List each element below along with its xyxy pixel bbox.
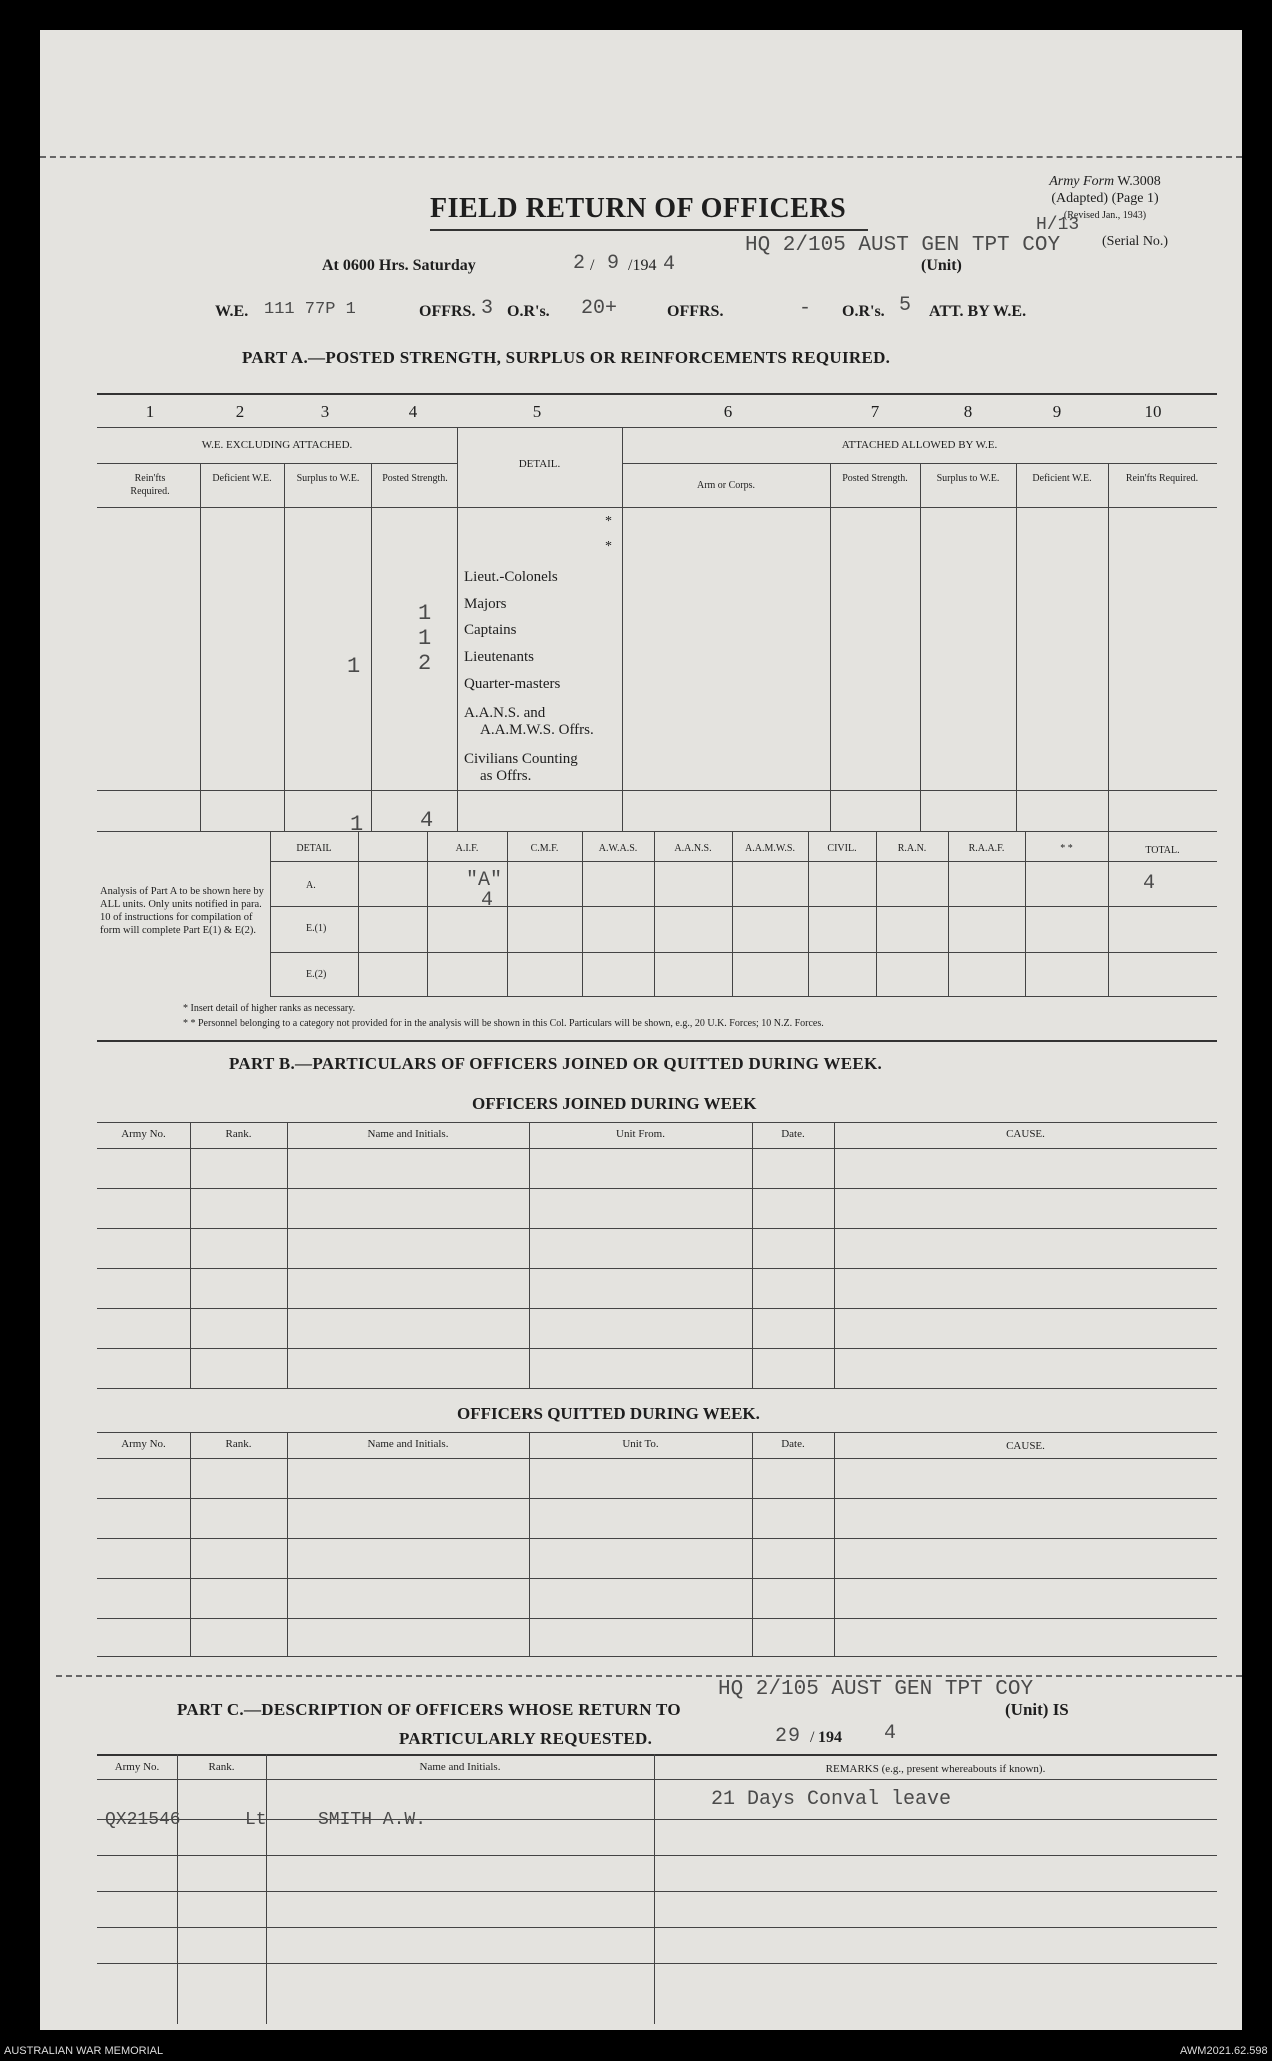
subheader-reinfts: Rein'fts Required. <box>130 473 170 497</box>
part-a-col-divider <box>200 463 201 831</box>
quitted-col-divider <box>752 1432 753 1656</box>
quitted-col-divider <box>834 1432 835 1656</box>
offrs-label: OFFRS. <box>419 303 476 320</box>
quitted-col-date: Date. <box>781 1438 805 1450</box>
part-a-col-divider <box>1108 463 1109 831</box>
top-perforation <box>40 156 1242 158</box>
part-a-top-rule <box>97 393 1217 395</box>
joined-top-rule <box>97 1122 1217 1123</box>
part-a-total-rule <box>97 790 1217 791</box>
part-c-year-prefix: 194 <box>818 1729 842 1746</box>
year-suffix: 4 <box>663 253 676 276</box>
army-form-label: Army Form <box>1049 174 1115 189</box>
quitted-row-rule <box>97 1498 1217 1499</box>
quitted-row-rule <box>97 1538 1217 1539</box>
part-b-top-rule <box>97 1040 1217 1042</box>
ors-value: 20+ <box>581 297 618 320</box>
rank-majors: Majors <box>464 596 507 612</box>
posted-captains: 1 <box>418 626 432 651</box>
analysis-aif-typed-1: "A" <box>466 869 503 892</box>
analysis-col-divider <box>270 831 271 996</box>
analysis-col-divider <box>876 831 877 996</box>
ors-label: O.R's. <box>507 303 550 320</box>
subheader-att-deficient: Deficient W.E. <box>1032 473 1092 484</box>
posted-majors: 1 <box>418 601 432 626</box>
joined-col-army-no: Army No. <box>121 1128 166 1140</box>
joined-bottom-rule <box>97 1388 1217 1389</box>
quitted-col-name: Name and Initials. <box>367 1438 449 1450</box>
quitted-top-rule <box>97 1432 1217 1433</box>
part-c-heading: PART C.—DESCRIPTION OF OFFICERS WHOSE RETURN TO <box>177 1700 681 1719</box>
group-left-header: W.E. EXCLUDING ATTACHED. <box>201 439 353 451</box>
joined-row-rule <box>97 1308 1217 1309</box>
part-a-bottom-rule <box>97 831 1217 832</box>
part-a-header-rule <box>97 427 1217 428</box>
part-a-subheader-rule <box>97 507 1217 508</box>
part-a-col-divider <box>920 463 921 831</box>
col-number-8: 8 <box>963 402 973 421</box>
total-posted: 4 <box>420 808 434 833</box>
revised-label: (Revised Jan., 1943) <box>1063 210 1147 221</box>
col-number-7: 7 <box>870 402 880 421</box>
joined-col-divider <box>834 1122 835 1388</box>
analysis-col-divider <box>732 831 733 996</box>
part-a-col-divider <box>1016 463 1017 831</box>
time-label: At 0600 Hrs. Saturday <box>322 257 476 274</box>
joined-row-rule <box>97 1188 1217 1189</box>
col-number-2: 2 <box>235 402 245 421</box>
analysis-col-aans: A.A.N.S. <box>674 843 712 854</box>
col-number-1: 1 <box>145 402 155 421</box>
rank-lieutenants: Lieutenants <box>464 649 534 665</box>
page-label: (Page 1) <box>1111 191 1159 206</box>
analysis-row-a: A. <box>306 880 316 891</box>
part-c-entry-army-no: QX21546 <box>105 1810 181 1830</box>
detail-star-2: * <box>605 539 612 554</box>
subheader-posted: Posted Strength. <box>382 473 448 484</box>
analysis-col-divider <box>948 831 949 996</box>
total-surplus: 1 <box>350 812 364 837</box>
rank-aans: A.A.N.S. and <box>464 705 546 721</box>
analysis-col-other: * * <box>1060 843 1073 854</box>
analysis-col-cmf: C.M.F. <box>530 843 559 854</box>
joined-col-divider <box>190 1122 191 1388</box>
part-c-date-day: 2 <box>775 1725 788 1748</box>
analysis-col-divider <box>808 831 809 996</box>
analysis-col-divider <box>358 831 359 996</box>
analysis-row-e1: E.(1) <box>306 923 327 934</box>
part-c-entry-rank: Lt <box>245 1810 267 1830</box>
quitted-row-rule <box>97 1578 1217 1579</box>
part-c-col-divider <box>266 1754 267 2024</box>
joined-col-name: Name and Initials. <box>367 1128 449 1140</box>
caption-right: AWM2021.62.598 <box>1180 2045 1268 2057</box>
quitted-col-divider <box>190 1432 191 1656</box>
part-c-row-rule <box>97 1855 1217 1856</box>
rank-civilians: Civilians Counting <box>464 751 578 767</box>
rank-quarter-masters: Quarter-masters <box>464 676 561 692</box>
serial-number-value: H/13 <box>1036 215 1080 235</box>
part-c-col-name: Name and Initials. <box>419 1761 501 1773</box>
part-c-top-rule <box>97 1754 1217 1756</box>
col-number-4: 4 <box>408 402 418 421</box>
analysis-col-divider <box>427 831 428 996</box>
part-a-heading: PART A.—POSTED STRENGTH, SURPLUS OR REINFORCEMENTS REQUIRED. <box>242 348 891 367</box>
unit-label: (Unit) <box>921 257 962 274</box>
subheader-surplus: Surplus to W.E. <box>296 473 360 484</box>
caption-left: AUSTRALIAN WAR MEMORIAL <box>4 2045 164 2057</box>
unit-typed: HQ 2/105 AUST GEN TPT COY <box>745 234 1061 257</box>
analysis-row-rule <box>270 952 1217 953</box>
analysis-col-aamws: A.A.M.W.S. <box>745 843 795 854</box>
footnote-personnel: * * Personnel belonging to a category not provided for in the analysis will be shown in this Col. Particulars will be shown, e.g., 20 U.K. Forces; 10 N.Z. Forces. <box>183 1018 824 1029</box>
analysis-col-total: TOTAL. <box>1145 845 1180 856</box>
rank-aamws: A.A.M.W.S. Offrs. <box>480 722 594 738</box>
part-a-col-divider <box>830 463 831 831</box>
group-right-header: ATTACHED ALLOWED BY W.E. <box>841 439 998 451</box>
year-prefix: /194 <box>628 257 657 274</box>
analysis-col-raaf: R.A.A.F. <box>968 843 1005 854</box>
quitted-col-divider <box>529 1432 530 1656</box>
subheader-att-surplus: Surplus to W.E. <box>936 473 1000 484</box>
analysis-col-divider <box>1025 831 1026 996</box>
footnote-higher-ranks: * Insert detail of higher ranks as necessary. <box>183 1003 356 1014</box>
part-c-header-rule <box>97 1779 1217 1780</box>
att-ors-label: O.R's. <box>842 303 885 320</box>
quitted-bottom-rule <box>97 1656 1217 1657</box>
part-b-heading: PART B.—PARTICULARS OF OFFICERS JOINED OR QUITTED DURING WEEK. <box>229 1054 883 1073</box>
joined-heading: OFFICERS JOINED DURING WEEK <box>472 1094 757 1113</box>
joined-col-cause: CAUSE. <box>1006 1128 1045 1140</box>
we-label: W.E. <box>215 303 249 320</box>
att-label: ATT. BY W.E. <box>929 303 1027 320</box>
analysis-col-divider <box>507 831 508 996</box>
part-c-year-suffix: 4 <box>884 1722 897 1745</box>
col-number-10: 10 <box>1144 402 1162 421</box>
subheader-arm-corps: Arm or Corps. <box>696 480 756 491</box>
part-c-date-slash: / <box>810 1729 815 1746</box>
serial-number-label: (Serial No.) <box>1102 234 1169 249</box>
part-a-col-divider <box>284 463 285 831</box>
surplus-lieutenants: 1 <box>347 654 361 679</box>
quitted-col-unit-to: Unit To. <box>622 1438 659 1450</box>
quitted-col-army-no: Army No. <box>121 1438 166 1450</box>
part-c-requested: PARTICULARLY REQUESTED. <box>399 1729 653 1748</box>
quitted-heading: OFFICERS QUITTED DURING WEEK. <box>457 1404 760 1423</box>
analysis-col-divider <box>654 831 655 996</box>
joined-row-rule <box>97 1228 1217 1229</box>
part-c-entry-name: SMITH A.W. <box>318 1810 427 1830</box>
quitted-col-divider <box>287 1432 288 1656</box>
part-c-unit-typed: HQ 2/105 AUST GEN TPT COY <box>718 1678 1034 1701</box>
part-c-col-remarks: REMARKS (e.g., present whereabouts if known). <box>825 1763 1046 1775</box>
part-c-col-divider <box>177 1754 178 2024</box>
part-c-row-rule <box>97 1891 1217 1892</box>
analysis-note: Analysis of Part A to be shown here by ALL units. Only units notified in para. 10 of instructions for compilation of form will complete Part E(1) & E(2). <box>100 886 264 936</box>
joined-col-divider <box>287 1122 288 1388</box>
part-a-col-divider <box>457 427 458 831</box>
part-c-perforation <box>56 1675 1242 1677</box>
joined-header-rule <box>97 1148 1217 1149</box>
detail-header: DETAIL. <box>518 458 561 470</box>
we-value: 111 77P 1 <box>264 300 356 319</box>
att-offrs-label: OFFRS. <box>667 303 724 320</box>
part-a-col-divider <box>371 463 372 831</box>
col-number-9: 9 <box>1052 402 1062 421</box>
part-c-bottom-rule <box>97 1963 1217 1964</box>
analysis-total-typed: 4 <box>1143 872 1156 895</box>
col-number-3: 3 <box>320 402 330 421</box>
analysis-detail-label: DETAIL <box>296 843 332 854</box>
part-a-group-rule-left <box>97 463 457 464</box>
col-number-5: 5 <box>532 402 542 421</box>
subheader-deficient: Deficient W.E. <box>212 473 272 484</box>
date-day: 2 <box>573 252 586 275</box>
part-c-unit-label: (Unit) IS <box>1005 1700 1069 1719</box>
subheader-att-reinfts: Rein'fts Required. <box>1125 473 1199 484</box>
analysis-col-awas: A.W.A.S. <box>598 843 638 854</box>
joined-row-rule <box>97 1268 1217 1269</box>
analysis-bottom-rule <box>270 996 1217 997</box>
analysis-col-civil: CIVIL. <box>827 843 857 854</box>
analysis-row-rule <box>270 906 1217 907</box>
joined-row-rule <box>97 1348 1217 1349</box>
analysis-col-divider <box>582 831 583 996</box>
form-number: W.3008 <box>1117 174 1161 189</box>
quitted-header-rule <box>97 1458 1217 1459</box>
analysis-header-rule <box>270 861 1217 862</box>
att-offrs-value: - <box>799 297 812 320</box>
part-c-date-month: 9 <box>788 1725 801 1748</box>
joined-col-divider <box>752 1122 753 1388</box>
rank-lieut-colonels: Lieut.-Colonels <box>464 569 558 585</box>
date-slash: / <box>590 257 595 274</box>
quitted-col-cause: CAUSE. <box>1006 1440 1045 1452</box>
form-title: FIELD RETURN OF OFFICERS <box>430 193 847 224</box>
part-c-row-rule <box>97 1927 1217 1928</box>
part-c-col-rank: Rank. <box>208 1761 235 1773</box>
adapted-label: (Adapted) <box>1051 191 1109 206</box>
offrs-value: 3 <box>481 297 494 320</box>
part-c-col-divider <box>654 1754 655 2024</box>
rank-as-offrs: as Offrs. <box>480 768 532 784</box>
quitted-col-rank: Rank. <box>225 1438 252 1450</box>
date-month: 9 <box>607 252 620 275</box>
part-c-col-army-no: Army No. <box>114 1761 160 1773</box>
detail-star-1: * <box>605 514 612 529</box>
analysis-aif-typed-2: 4 <box>481 889 494 912</box>
rank-captains: Captains <box>464 622 517 638</box>
att-ors-value: 5 <box>899 294 912 317</box>
posted-lieutenants: 2 <box>418 651 432 676</box>
joined-col-unit-from: Unit From. <box>616 1128 665 1140</box>
joined-col-date: Date. <box>781 1128 805 1140</box>
quitted-row-rule <box>97 1618 1217 1619</box>
analysis-col-aif: A.I.F. <box>455 843 479 854</box>
title-underline <box>430 229 868 231</box>
part-c-entry-remarks: 21 Days Conval leave <box>711 1788 952 1811</box>
analysis-col-ran: R.A.N. <box>897 843 927 854</box>
joined-col-divider <box>529 1122 530 1388</box>
col-number-6: 6 <box>723 402 733 421</box>
analysis-row-e2: E.(2) <box>306 969 327 980</box>
joined-col-rank: Rank. <box>225 1128 252 1140</box>
subheader-att-posted: Posted Strength. <box>842 473 908 484</box>
